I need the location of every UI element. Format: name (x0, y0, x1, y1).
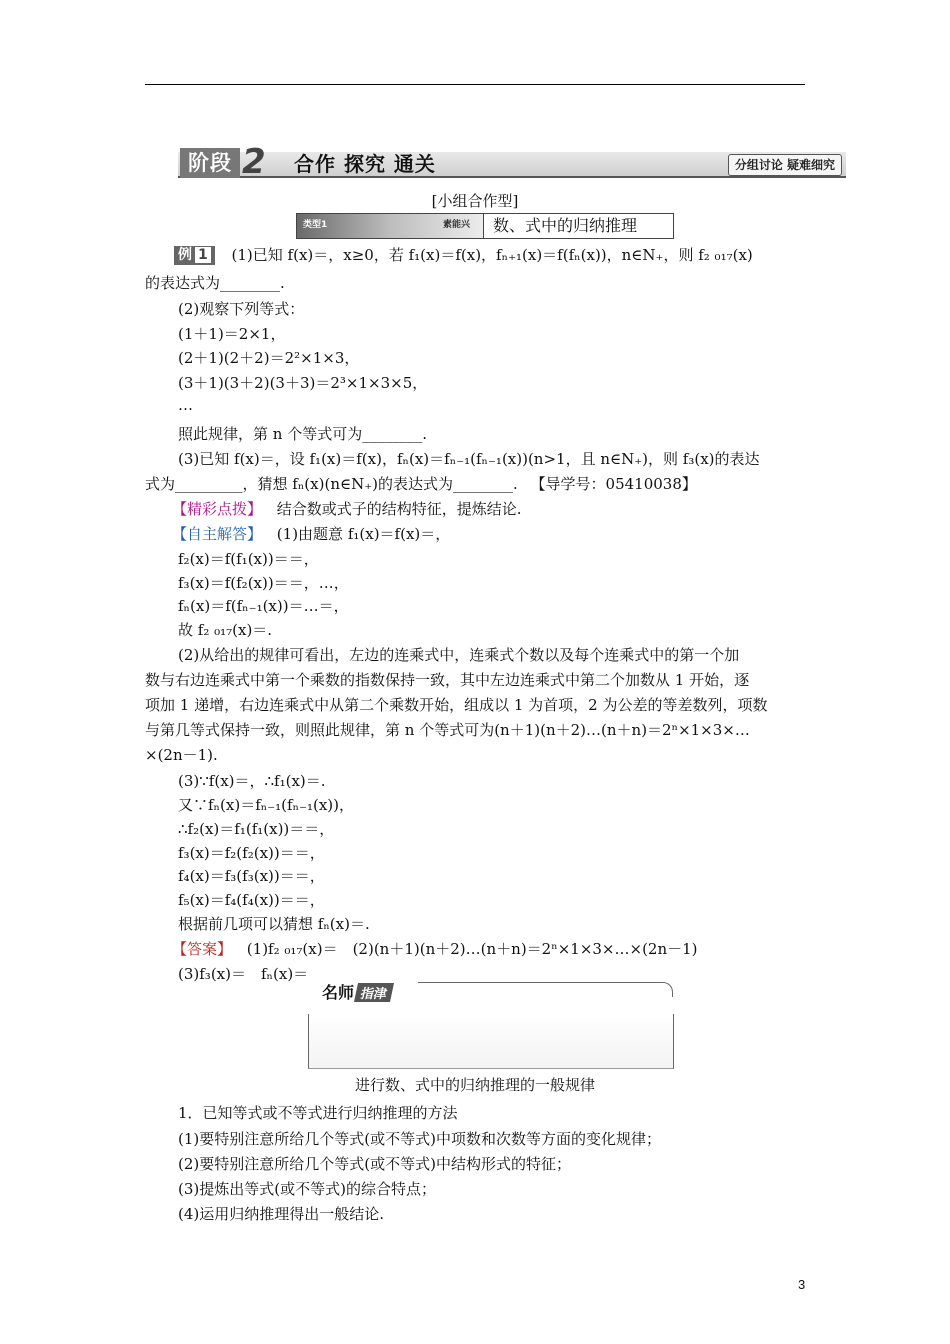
part3-line-4: f₃(x)＝f₂(f₂(x))＝＝， (178, 844, 325, 862)
q3-line-b-text: 式为_________，猜想 fₙ(x)(n∈N₊)的表达式为________. (145, 475, 518, 493)
solution-text: (1)由题意 f₁(x)＝f(x)＝， (276, 525, 451, 543)
type-label: 类型1 (303, 220, 328, 230)
q2-line-c: (2＋1)(2＋2)＝2²×1×3， (178, 349, 360, 367)
q2-line-f: 照此规律，第 n 个等式可为________. (178, 425, 427, 443)
part3-line-5: f₄(x)＝f₃(f₃(x))＝＝， (178, 867, 325, 885)
tip-box-top-border (418, 982, 673, 997)
answer-text: (1)f₂ ₀₁₇(x)＝ (2)(n＋1)(n＋2)…(n＋n)＝2ⁿ×1×3×…×(2n－1) (246, 940, 698, 958)
part3-line-3: ∴f₂(x)＝f₁(f₁(x))＝＝， (178, 820, 335, 838)
type-sub: 素能兴 (443, 220, 471, 230)
stage-number: 2 (242, 142, 266, 182)
solution-line (172, 523, 450, 544)
example-line-1 (174, 244, 753, 265)
q2-line-a: (2)观察下列等式： (178, 300, 305, 318)
header-rule (145, 84, 805, 85)
summary-title: 进行数、式中的归纳推理的一般规律 (354, 1076, 595, 1094)
stage-tag: 分组讨论 疑难细究 (728, 154, 842, 176)
part3-line-6: f₅(x)＝f₄(f₄(x))＝＝， (178, 891, 325, 909)
para-line-4: 与第几等式保持一致，则照此规律，第 n 个等式可为(n＋1)(n＋2)…(n＋n)＝2ⁿ×1×3×… (145, 721, 750, 739)
q3-line-a: (3)已知 f(x)＝，设 f₁(x)＝f(x)，fₙ(x)＝fₙ₋₁(fₙ₋₁(x))(n>1，且 n∈N₊)，则 f₃(x)的表达 (178, 450, 760, 468)
summary-line-4: (4)运用归纳推理得出一般结论. (178, 1205, 385, 1223)
stage-label: 阶段 (180, 148, 240, 178)
q1-line-a: (1)已知 f(x)＝，x≥0，若 f₁(x)＝f(x)，fₙ₊₁(x)＝f(fₙ(x))，n∈N₊，则 f₂ ₀₁₇(x) (231, 246, 753, 264)
q1-line-b: 的表达式为________. (145, 274, 285, 292)
summary-line-1: (1)要特别注意所给几个等式(或不等式)中项数和次数等方面的变化规律； (178, 1130, 661, 1148)
sol-step-1: f₂(x)＝f(f₁(x))＝＝， (178, 550, 319, 568)
para-line-3: 项加 1 递增，右边连乘式中从第二个乘数开始，组成以 1 为首项，2 为公差的等差数列，项数 (145, 696, 768, 714)
guide-number: 【导学号：05410038】 (530, 475, 697, 493)
teacher-tip-box (308, 978, 674, 1070)
q2-line-d: (3＋1)(3＋2)(3＋3)＝2³×1×3×5， (178, 374, 428, 392)
q2-line-b: (1＋1)＝2×1， (178, 325, 286, 343)
tip-box-heading: 名师 指津 (322, 980, 392, 1003)
answer-line-2: (3)f₃(x)＝ fₙ(x)＝ (178, 965, 309, 983)
group-label: [小组合作型] (431, 192, 519, 210)
solution-label: 【自主解答】 (172, 525, 263, 543)
summary-line-0: 1．已知等式或不等式进行归纳推理的方法 (178, 1104, 458, 1122)
sol-step-4: 故 f₂ ₀₁₇(x)＝. (178, 621, 273, 639)
part3-line-7: 根据前几项可以猜想 fₙ(x)＝. (178, 915, 370, 933)
sol-step-3: fₙ(x)＝f(fₙ₋₁(x))＝…＝， (178, 597, 349, 615)
type-box (296, 213, 674, 239)
page-number: 3 (798, 1277, 806, 1292)
answer-line (172, 938, 698, 959)
stage-title: 合作 探究 通关 (294, 152, 436, 176)
type-divider (483, 214, 484, 238)
q2-line-e: … (178, 396, 193, 414)
type-name: 数、式中的归纳推理 (493, 216, 638, 235)
para-line-1: (2)从给出的规律可看出，左边的连乘式中，连乘式个数以及每个连乘式中的第一个加 (178, 646, 740, 664)
stage-banner (178, 142, 846, 182)
tip-text: 结合数或式子的结构特征，提炼结论. (276, 500, 522, 518)
example-badge: 例 1 (174, 246, 215, 265)
tip-label: 【精彩点拨】 (172, 500, 263, 518)
part3-line-1: (3)∵f(x)＝，∴f₁(x)＝. (178, 772, 326, 790)
para-line-2: 数与右边连乘式中第一个乘数的指数保持一致，其中左边连乘式中第二个加数从 1 开始，逐 (145, 671, 750, 689)
summary-line-3: (3)提炼出等式(或不等式)的综合特点； (178, 1180, 436, 1198)
tip-box-frame (308, 1014, 674, 1069)
summary-line-2: (2)要特别注意所给几个等式(或不等式)中结构形式的特征； (178, 1155, 571, 1173)
sol-step-2: f₃(x)＝f(f₂(x))＝＝，…， (178, 574, 349, 592)
q3-line-b (145, 473, 697, 494)
tip-line (172, 498, 522, 519)
para-line-5: ×(2n－1). (145, 746, 218, 764)
answer-label: 【答案】 (172, 940, 233, 958)
part3-line-2: 又∵fₙ(x)＝fₙ₋₁(fₙ₋₁(x))， (178, 796, 355, 814)
